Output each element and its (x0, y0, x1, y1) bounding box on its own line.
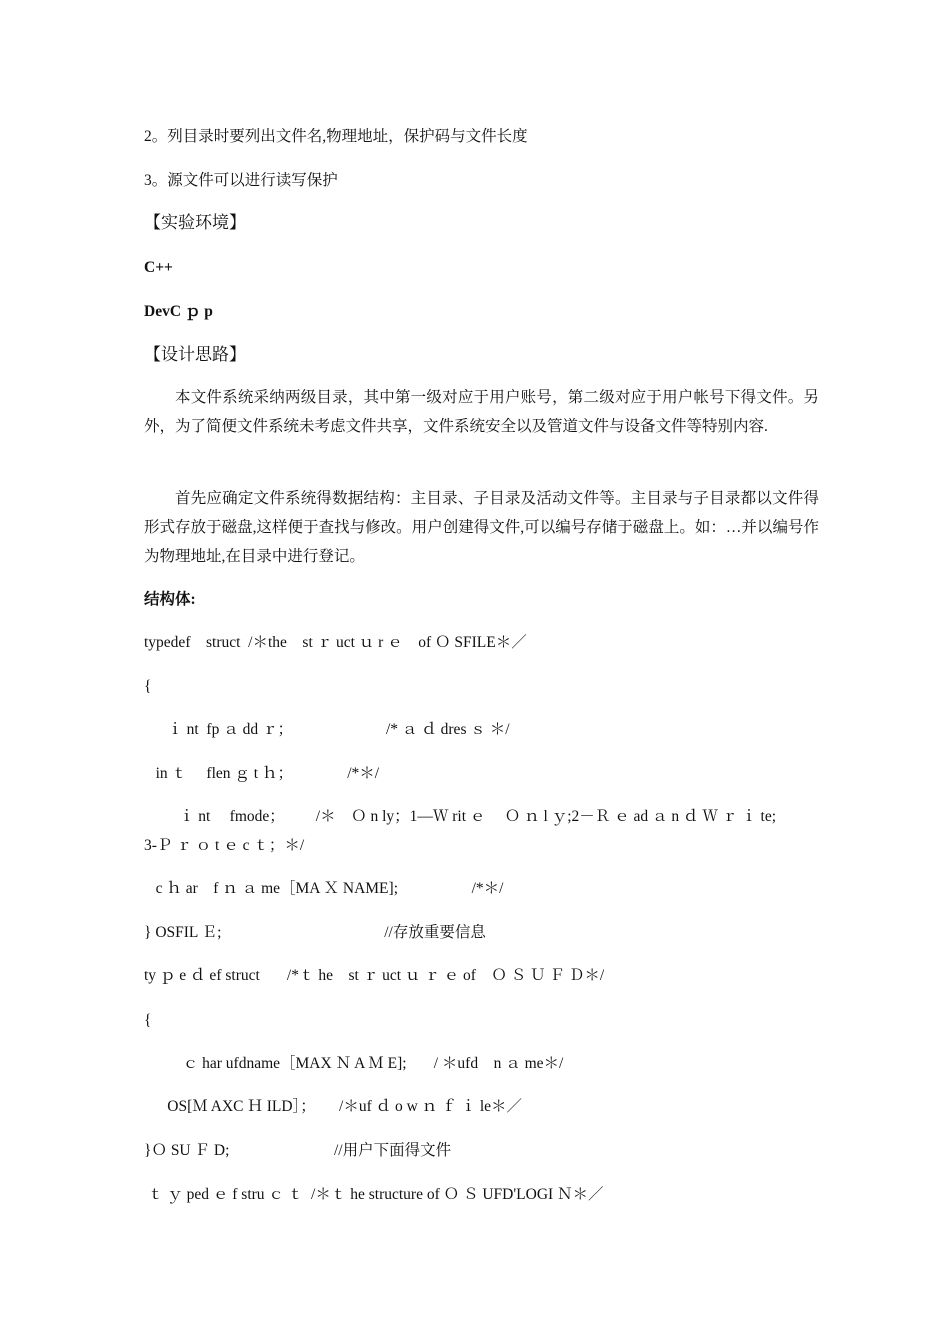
code-line: typedef struct /＊the st ｒ uct ｕ r ｅ of Ｏ SFILE＊／ (144, 634, 527, 651)
code-line: ｉ nt fp ａ dd ｒ； /* ａ ｄ dres ｓ ＊/ (144, 721, 510, 738)
environment-language: C++ (144, 259, 173, 276)
requirement-item-3: 3。源文件可以进行读写保护 (144, 172, 338, 189)
environment-ide: DevC ｐ p (144, 303, 213, 320)
design-paragraph-2: 首先应确定文件系统得数据结构：主目录、子目录及活动文件等。主目录与子目录都以文件得形式存放于磁盘,这样便于查找与修改。用户创建得文件,可以编号存储于磁盘上。如：…并以编号作为物理地址,在目录中进行登记。 (144, 490, 819, 565)
code-line: { (144, 1012, 152, 1029)
code-line: ｃ har ufdname［MAX Ｎ A Ｍ E]; / ＊ufd n ａ me＊/ (144, 1055, 564, 1072)
code-line: 3-Ｐ ｒ ｏ t ｅ c ｔ；＊/ (144, 837, 305, 854)
design-heading: 【设计思路】 (144, 345, 246, 365)
environment-heading: 【实验环境】 (144, 213, 246, 233)
requirement-item-2: 2。列目录时要列出文件名,物理地址，保护码与文件长度 (144, 128, 528, 145)
code-line: ty ｐ e ｄ ef struct /*ｔ he st ｒ uct ｕ ｒ ｅ of Ｏ Ｓ Ｕ Ｆ Ｄ＊/ (144, 967, 605, 984)
code-line: } OSFIL Ｅ; //存放重要信息 (144, 924, 486, 941)
code-line: in ｔ flen ｇ t ｈ； /*＊/ (144, 765, 380, 782)
code-line: }Ｏ SU Ｆ D; //用户下面得文件 (144, 1142, 452, 1159)
code-line: c ｈ ar f ｎ ａ me［MA Ｘ NAME]; /*＊/ (144, 880, 504, 897)
design-paragraph-1: 本文件系统采纳两级目录，其中第一级对应于用户账号，第二级对应于用户帐号下得文件。另外，为了简便文件系统未考虑文件共享，文件系统安全以及管道文件与设备文件等特别内容. (144, 389, 819, 435)
code-line: { (144, 678, 152, 695)
code-line: OS[Ｍ AXC Ｈ ILD］； /＊uf ｄ o w ｎ ｆ ｉ le＊／ (144, 1098, 523, 1115)
struct-label: 结构体: (144, 591, 196, 608)
code-line: ｉ nt fmode； /＊ Ｏ n ly；1—Ｗ rit ｅ Ｏ ｎ l ｙ;2－Ｒ ｅ ad ａ n ｄ Ｗ ｒ ｉ te; (144, 808, 777, 825)
code-line: ｔ ｙ ped ｅ f stru ｃ ｔ /＊ｔ he structure of Ｏ Ｓ UFD'LOGI Ｎ＊／ (144, 1186, 604, 1203)
